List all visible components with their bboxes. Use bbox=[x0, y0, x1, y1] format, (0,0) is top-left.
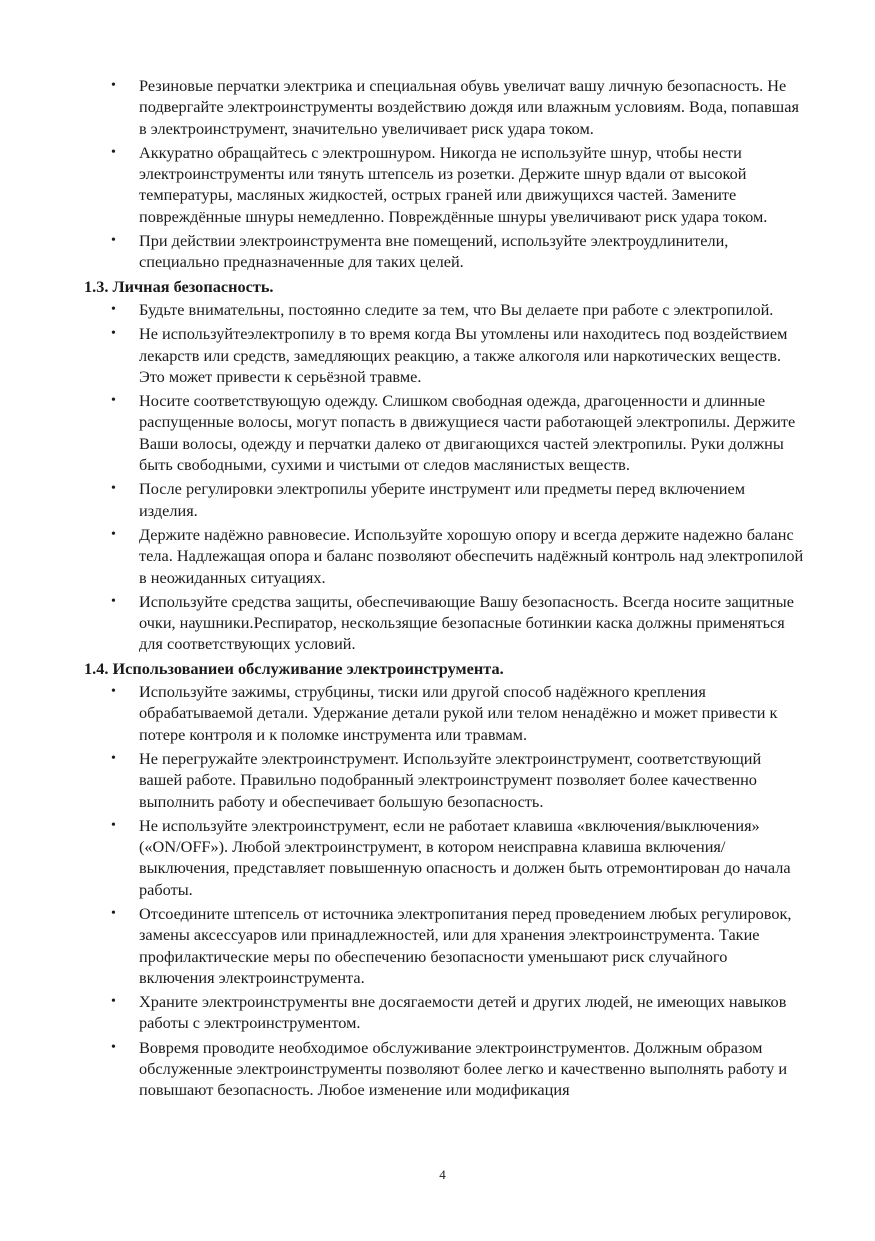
list-item bbox=[84, 815, 804, 900]
section-1-3-heading: 1.3. Личная безопасность. bbox=[84, 276, 274, 296]
bullet-icon: • bbox=[111, 1039, 116, 1055]
section-1-4-heading: 1.4. Использованиеи обслуживание электроинструмента. bbox=[84, 658, 504, 678]
list-item bbox=[84, 681, 804, 745]
bullet-icon: • bbox=[111, 684, 116, 700]
list-item bbox=[84, 323, 804, 387]
bullet-icon: • bbox=[111, 78, 116, 93]
bullet-icon: • bbox=[111, 481, 116, 497]
list-item-text: Отсоедините штепсель от источника электропитания перед проведением любых регулировок, замены аксессуаров или принадлежностей, или для хранения электроинструмента. Такие профилактические меры по обеспечению безопасности уменьшают риск случайного включения электроинструмента. bbox=[139, 903, 792, 987]
list-item bbox=[84, 524, 804, 588]
list-item bbox=[84, 299, 804, 320]
list-item-text: Аккуратно обращайтесь с электрошнуром. Никогда не используйте шнур, чтобы нести электроинструменты или тянуть штепсель из розетки. Держите шнур вдали от высокой температуры, масляных жидкостей, острых граней или движущихся частей. Замените повреждённые шнуры немедленно. Повреждённые шнуры увеличивают риск удара током. bbox=[139, 142, 768, 226]
bullet-icon: • bbox=[111, 144, 116, 160]
list-item-text: Не перегружайте электроинструмент. Используйте электроинструмент, соответствующий вашей работе. Правильно подобранный электроинструмент позволяет более качественно выполнить работу и обеспечивает большую безопасность. bbox=[139, 748, 762, 811]
bullet-icon: • bbox=[111, 393, 116, 409]
list-item bbox=[84, 591, 804, 655]
list-item-text: Храните электроинструменты вне досягаемости детей и других людей, не имеющих навыков работы с электроинструментом. bbox=[139, 992, 787, 1033]
page-number: 4 bbox=[439, 1167, 446, 1182]
bullet-icon: • bbox=[111, 526, 116, 542]
list-item-text: Используйте зажимы, струбцины, тиски или другой способ надёжного крепления обрабатываемой детали. Удержание детали рукой или телом ненадёжно и может привести к потере контроля и к поломке инструмента или травмам. bbox=[139, 682, 778, 744]
list-item-text: Вовремя проводите необходимое обслуживание электроинструментов. Должным образом обслуженные электроинструменты позволяют более легко и качественно выполнять работу и повышают безопасность. Любое изменение или модификация bbox=[139, 1037, 788, 1100]
list-item-text: После регулировки электропилы уберите инструмент или предметы перед включением изделия. bbox=[139, 479, 746, 520]
bullet-icon: • bbox=[111, 326, 116, 342]
list-item bbox=[84, 991, 804, 1034]
bullet-icon: • bbox=[111, 994, 116, 1010]
list-item bbox=[84, 390, 804, 475]
list-item bbox=[84, 748, 804, 812]
page-content bbox=[84, 75, 804, 1104]
list-item bbox=[84, 1037, 804, 1101]
section-1-2-list bbox=[84, 75, 804, 273]
list-item-text: Резиновые перчатки электрика и специальная обувь увеличат вашу личную безопасность. Не подвергайте электроинструменты воздействию дождя или влажным условиям. Вода, попавшая в электроинструмент, значительно увеличивает риск удара током. bbox=[139, 76, 799, 138]
list-item-text: Используйте средства защиты, обеспечивающие Вашу безопасность. Всегда носите защитные очки, наушники.Респиратор, нескользящие безопасные ботинкии каска должны применяться для соответствующих условий. bbox=[139, 591, 794, 654]
list-item-text: При действии электроинструмента вне помещений, используйте электроудлинители, специально предназначенные для таких целей. bbox=[139, 231, 729, 272]
list-item-text: Носите соответствующую одежду. Слишком свободная одежда, драгоценности и длинные распущенные волосы, могут попасть в движущиеся части работающей электропилы. Держите Ваши волосы, одежду и перчатки далеко от двигающихся частей электропилы. Руки должны быть свободными, сухими и чистыми от следов маслянистых веществ. bbox=[139, 391, 796, 475]
list-item bbox=[84, 230, 804, 273]
list-item-text: Не используйте электроинструмент, если не работает клавиша «включения/выключения» («ON/OFF»). Любой электроинструмент, в котором неисправна клавиша включения/выключения, представляет повышенную опасность и должен быть отремонтирован до начала работы. bbox=[139, 815, 791, 899]
bullet-icon: • bbox=[111, 593, 116, 609]
list-item bbox=[84, 903, 804, 988]
section-1-3-list bbox=[84, 299, 804, 655]
section-1-4-list bbox=[84, 681, 804, 1101]
list-item bbox=[84, 478, 804, 521]
bullet-icon: • bbox=[111, 301, 116, 317]
bullet-icon: • bbox=[111, 233, 116, 249]
list-item-text: Держите надёжно равновесие. Используйте хорошую опору и всегда держите надежно баланс тела. Надлежащая опора и баланс позволяют обеспечить надёжный контроль над электропилой в неожиданных ситуациях. bbox=[139, 524, 804, 587]
list-item bbox=[84, 75, 804, 139]
list-item-text: Будьте внимательны, постоянно следите за тем, что Вы делаете при работе с электропилой. bbox=[139, 299, 774, 319]
bullet-icon: • bbox=[111, 905, 116, 921]
bullet-icon: • bbox=[111, 750, 116, 766]
list-item-text: Не используйтеэлектропилу в то время когда Вы утомлены или находитесь под воздействием лекарств или средств, замедляющих реакцию, а также алкоголя или наркотических веществ. Это может привести к серьёзной травме. bbox=[139, 324, 788, 386]
list-item bbox=[84, 142, 804, 227]
bullet-icon: • bbox=[111, 817, 116, 833]
